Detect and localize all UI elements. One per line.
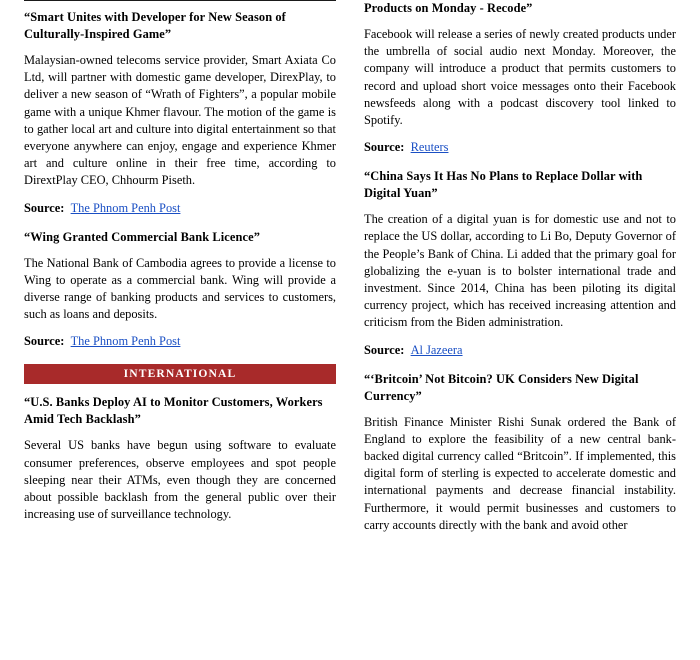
- source-link[interactable]: Al Jazeera: [410, 342, 463, 357]
- article-body: Several US banks have begun using software to evaluate consumer preferences, observe employees and spot people sleeping near their ATMs, even though they are concerned about possible backlash from the general public over their increasing use of surveillance technology.: [24, 438, 336, 522]
- article-source: [24, 200, 336, 217]
- article-body: The National Bank of Cambodia agrees to provide a license to Wing to operate as a commercial bank. Wing will provide a diverse range of banking products and services to customers, such as loans and deposits.: [24, 255, 336, 322]
- article-headline: “‘Britcoin’ Not Bitcoin? UK Considers New Digital Currency”: [364, 371, 639, 403]
- article-body: Malaysian-owned telecoms service provider, Smart Axiata Co Ltd, will partner with domestic game developer, DirexPlay, to deliver a new season of “Wrath of Fighters”, a popular mobile game with a unique Khmer flavour. The motion of the game is to gather local art and culture into digital entertainment so that everyone anywhere can enjoy, engage and experience Khmer art and culture online in their free time, according to DirextPlay CEO, Chhourm Piseth.: [24, 53, 336, 188]
- section-band-international: INTERNATIONAL: [24, 364, 336, 384]
- article-source: [364, 139, 676, 156]
- source-label: Source:: [364, 342, 405, 357]
- article-body: The creation of a digital yuan is for domestic use and not to replace the US dollar, according to Li Bo, Deputy Governor of the People’s Bank of China. Li added that the primary goal for globalizing the e-yuan is to bolster international trade and investment. Since 2014, China has been piloting its digital currency project, which has received increasing attention and criticism from the Biden administration.: [364, 212, 676, 330]
- source-link[interactable]: The Phnom Penh Post: [70, 334, 181, 349]
- column-top-rule: [24, 0, 336, 1]
- article-body: Facebook will release a series of newly created products under the umbrella of social audio next Monday. Moreover, the company will introduce a product that permits customers to record and upload short voice messages onto their Facebook newsfeeds along with a podcast discovery tool linked to Spotify.: [364, 27, 676, 128]
- article-headline: “China Says It Has No Plans to Replace Dollar with Digital Yuan”: [364, 169, 643, 201]
- article-body: British Finance Minister Rishi Sunak ordered the Bank of England to explore the feasibility of a new central bank-backed digital currency called “Britcoin”. If implemented, this digital form of sterling is expected to accelerate domestic and international payments and decrease financial instability. Furthermore, it would permit businesses and customers to carry accounts directly with the bank and avoid other: [364, 414, 676, 532]
- article-headline: “Smart Unites with Developer for New Season of Culturally-Inspired Game”: [24, 10, 286, 41]
- source-label: Source:: [364, 140, 405, 155]
- article-source: [24, 333, 336, 350]
- article-headline: “Wing Granted Commercial Bank Licence”: [24, 229, 260, 244]
- source-label: Source:: [24, 200, 65, 215]
- right-column: [364, 0, 676, 660]
- source-link[interactable]: The Phnom Penh Post: [70, 200, 181, 215]
- source-label: Source:: [24, 334, 65, 349]
- article-headline: “U.S. Banks Deploy AI to Monitor Customers, Workers Amid Tech Backlash”: [24, 395, 323, 427]
- article-source: [364, 342, 676, 359]
- article-headline: Products on Monday - Recode”: [364, 1, 533, 15]
- left-column: [24, 0, 336, 660]
- source-link[interactable]: Reuters: [410, 140, 449, 155]
